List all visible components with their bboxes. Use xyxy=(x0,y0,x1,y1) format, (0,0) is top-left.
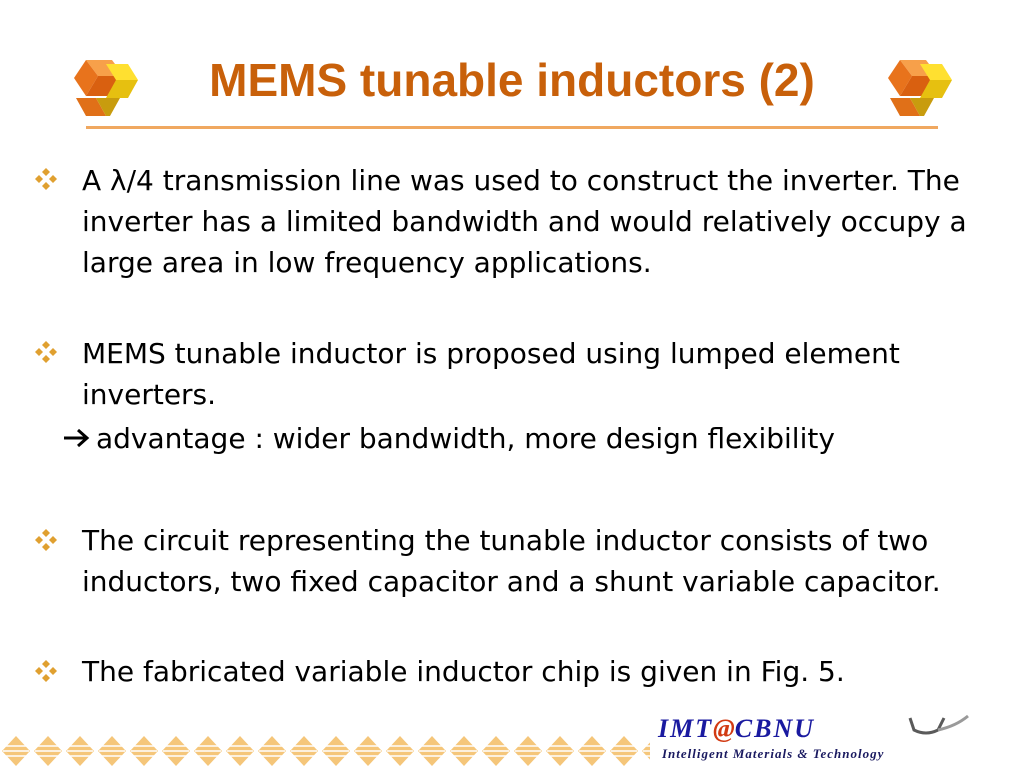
diamond-cluster-icon xyxy=(34,528,58,552)
bullet-item: The circuit representing the tunable inductor consists of two inductors, two fixed capacitor and a shunt variable capacitor. xyxy=(82,524,941,598)
advantage-note xyxy=(60,418,990,459)
bullet-item: The fabricated variable inductor chip is given in Fig. 5. xyxy=(82,655,845,688)
brand-tagline: Intelligent Materials & Technology xyxy=(662,746,885,761)
slide-title: MEMS tunable inductors (2) xyxy=(209,54,815,106)
diamond-cluster-icon xyxy=(34,340,58,364)
footer-pattern xyxy=(0,734,650,768)
brand-name: IMT@CBNU xyxy=(658,714,816,743)
advantage-text: advantage : wider bandwidth, more design flexibility xyxy=(96,422,835,455)
imt-cbnu-logo xyxy=(658,712,998,768)
bullet-item: MEMS tunable inductor is proposed using lumped element inverters. xyxy=(82,337,900,411)
swoosh-icon xyxy=(880,712,970,738)
bullet-item: A λ/4 transmission line was used to construct the inverter. The inverter has a limited bandwidth and would relatively occupy a large area in low frequency applications. xyxy=(82,164,967,279)
right-arrow-icon xyxy=(60,426,96,450)
diamond-cluster-icon xyxy=(34,659,58,683)
diamond-cluster-icon xyxy=(34,167,58,191)
